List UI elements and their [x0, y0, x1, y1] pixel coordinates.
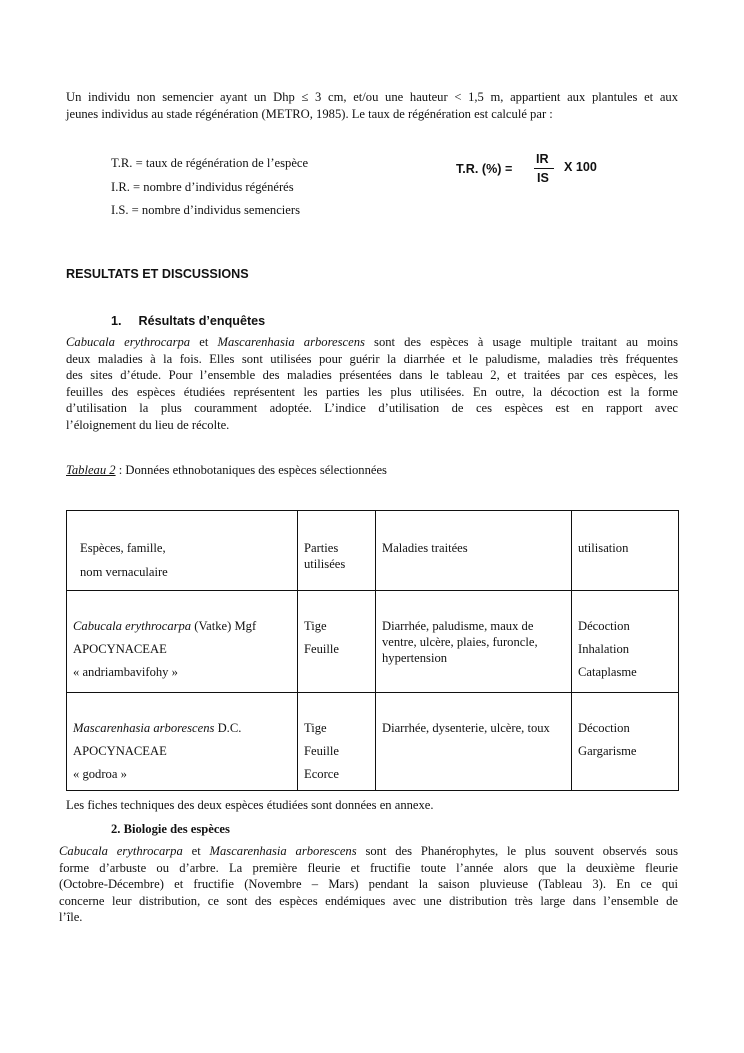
table-row: [67, 591, 679, 693]
subsection-2-heading: 2. Biologie des espèces: [111, 822, 230, 836]
results-line-2: deux maladies à la fois. Elles sont utilisées pour guérir la diarrhée et le paludisme, maladies très fréquentes: [66, 351, 678, 366]
ethnobotanical-table: [66, 510, 679, 791]
fraction-bar: [534, 168, 554, 169]
row-1-use: Décoction: [578, 619, 630, 633]
row-2-part: Ecorce: [304, 767, 339, 781]
row-1-use: Cataplasme: [578, 665, 637, 679]
formula-multiplier: X 100: [564, 160, 597, 174]
header-diseases: Maladies traitées: [376, 511, 572, 591]
row-2-family: APOCYNACEAE: [73, 744, 167, 758]
results-paragraph: [66, 334, 678, 434]
results-line-5: d’utilisation la plus couramment adoptée. L’indice d’utilisation de ces espèces est en rapport avec: [66, 401, 678, 416]
biology-line-5: l’île.: [59, 910, 83, 925]
species-2-name: Mascarenhasia arborescens: [217, 335, 365, 349]
row-1-usage: [572, 591, 679, 693]
row-2-vernacular: « godroa »: [73, 767, 127, 781]
row-2-part: Tige: [304, 721, 327, 735]
row-2-use: Gargarisme: [578, 744, 637, 758]
header-species: [67, 511, 298, 591]
row-1-family: APOCYNACEAE: [73, 642, 167, 656]
species-1-name: Cabucala erythrocarpa: [59, 844, 183, 858]
header-species-line-2: nom vernaculaire: [80, 565, 168, 579]
row-2-usage: [572, 693, 679, 791]
header-usage: utilisation: [572, 511, 679, 591]
row-1-part: Feuille: [304, 642, 339, 656]
results-line-3: des sites d’étude. Pour l’ensemble des maladies présentées dans le tableau 2, et traitées par ces espèces, les: [66, 368, 678, 383]
results-line-4: feuilles des espèces étudiées représentent les parties les plus utilisées. En outre, la décoction est la forme: [66, 384, 678, 399]
table-caption-label: Tableau 2: [66, 463, 116, 477]
row-1-diseases: Diarrhée, paludisme, maux de ventre, ulcère, plaies, furoncle, hypertension: [376, 591, 572, 693]
intro-paragraph: [66, 89, 678, 122]
species-1-name: Cabucala erythrocarpa: [66, 335, 191, 349]
biology-line-1: [59, 843, 678, 860]
biology-line-1-rest: sont des Phanérophytes, le plus souvent observés sous: [356, 844, 678, 858]
definition-is: I.S. = nombre d’individus semenciers: [111, 203, 300, 217]
definition-ir: I.R. = nombre d’individus régénérés: [111, 179, 294, 194]
definitions-list: [111, 152, 308, 223]
row-1-species: [67, 591, 298, 693]
biology-line-2: forme d’arbuste ou d’arbre. La première fleurie et fructifie toute l’année alors que la deuxième fleurie: [59, 860, 678, 875]
row-1-parts: [298, 591, 376, 693]
row-2-author: D.C.: [214, 721, 242, 735]
results-line-6: l’éloignement du lieu de récolte.: [66, 417, 230, 432]
table-note: Les fiches techniques des deux espèces étudiées sont données en annexe.: [66, 798, 434, 812]
row-1-vernacular: « andriambavifohy »: [73, 665, 178, 679]
table-header-row: [67, 511, 679, 591]
row-2-species: [67, 693, 298, 791]
row-2-species-name: Mascarenhasia arborescens: [73, 721, 215, 735]
biology-line-4: concerne leur distribution, ce sont des espèces endémiques avec une distribution très large dans l’ensemble de: [59, 893, 678, 908]
formula-numerator: IR: [536, 152, 549, 166]
species-2-name: Mascarenhasia arborescens: [209, 844, 357, 858]
row-2-part: Feuille: [304, 744, 339, 758]
row-1-use: Inhalation: [578, 642, 630, 656]
conjunction: et: [190, 335, 218, 349]
results-line-1: [66, 334, 678, 351]
section-title: RESULTATS ET DISCUSSIONS: [66, 267, 249, 281]
row-2-parts: [298, 693, 376, 791]
definition-tr: T.R. = taux de régénération de l’espèce: [111, 156, 309, 170]
intro-line-2: jeunes individus au stade régénération (METRO, 1985). Le taux de régénération est calculé par :: [66, 106, 553, 121]
table-caption-text: : Données ethnobotaniques des espèces sélectionnées: [115, 463, 387, 477]
formula-denominator: IS: [537, 171, 549, 185]
row-1-species-name: Cabucala erythrocarpa: [73, 619, 192, 633]
row-2-diseases: Diarrhée, dysenterie, ulcère, toux: [376, 693, 572, 791]
row-1-author: (Vatke) Mgf: [191, 619, 257, 633]
biology-line-3: (Octobre-Décembre) et fructifie (Novembre – Mars) pendant la saison pluvieuse (Tableau 3). En ce qui: [59, 877, 678, 892]
table-row: [67, 693, 679, 791]
subsection-1-heading: [111, 314, 265, 328]
row-2-use: Décoction: [578, 721, 630, 735]
subsection-1-title: Résultats d’enquêtes: [138, 314, 266, 328]
subsection-1-number: 1.: [111, 314, 122, 328]
intro-line-1: Un individu non semencier ayant un Dhp ≤ 3 cm, et/ou une hauteur < 1,5 m, appartient aux plantules et aux: [66, 90, 678, 104]
conjunction: et: [182, 844, 210, 858]
table-caption: [66, 463, 387, 478]
row-1-part: Tige: [304, 619, 327, 633]
formula-lhs: T.R. (%) =: [456, 162, 513, 176]
regeneration-formula: [456, 152, 616, 192]
results-line-1-rest: sont des espèces à usage multiple traitant au moins: [364, 335, 678, 349]
header-parts: Parties utilisées: [298, 511, 376, 591]
biology-paragraph: [59, 843, 678, 926]
header-species-line-1: Espèces, famille,: [80, 541, 166, 555]
